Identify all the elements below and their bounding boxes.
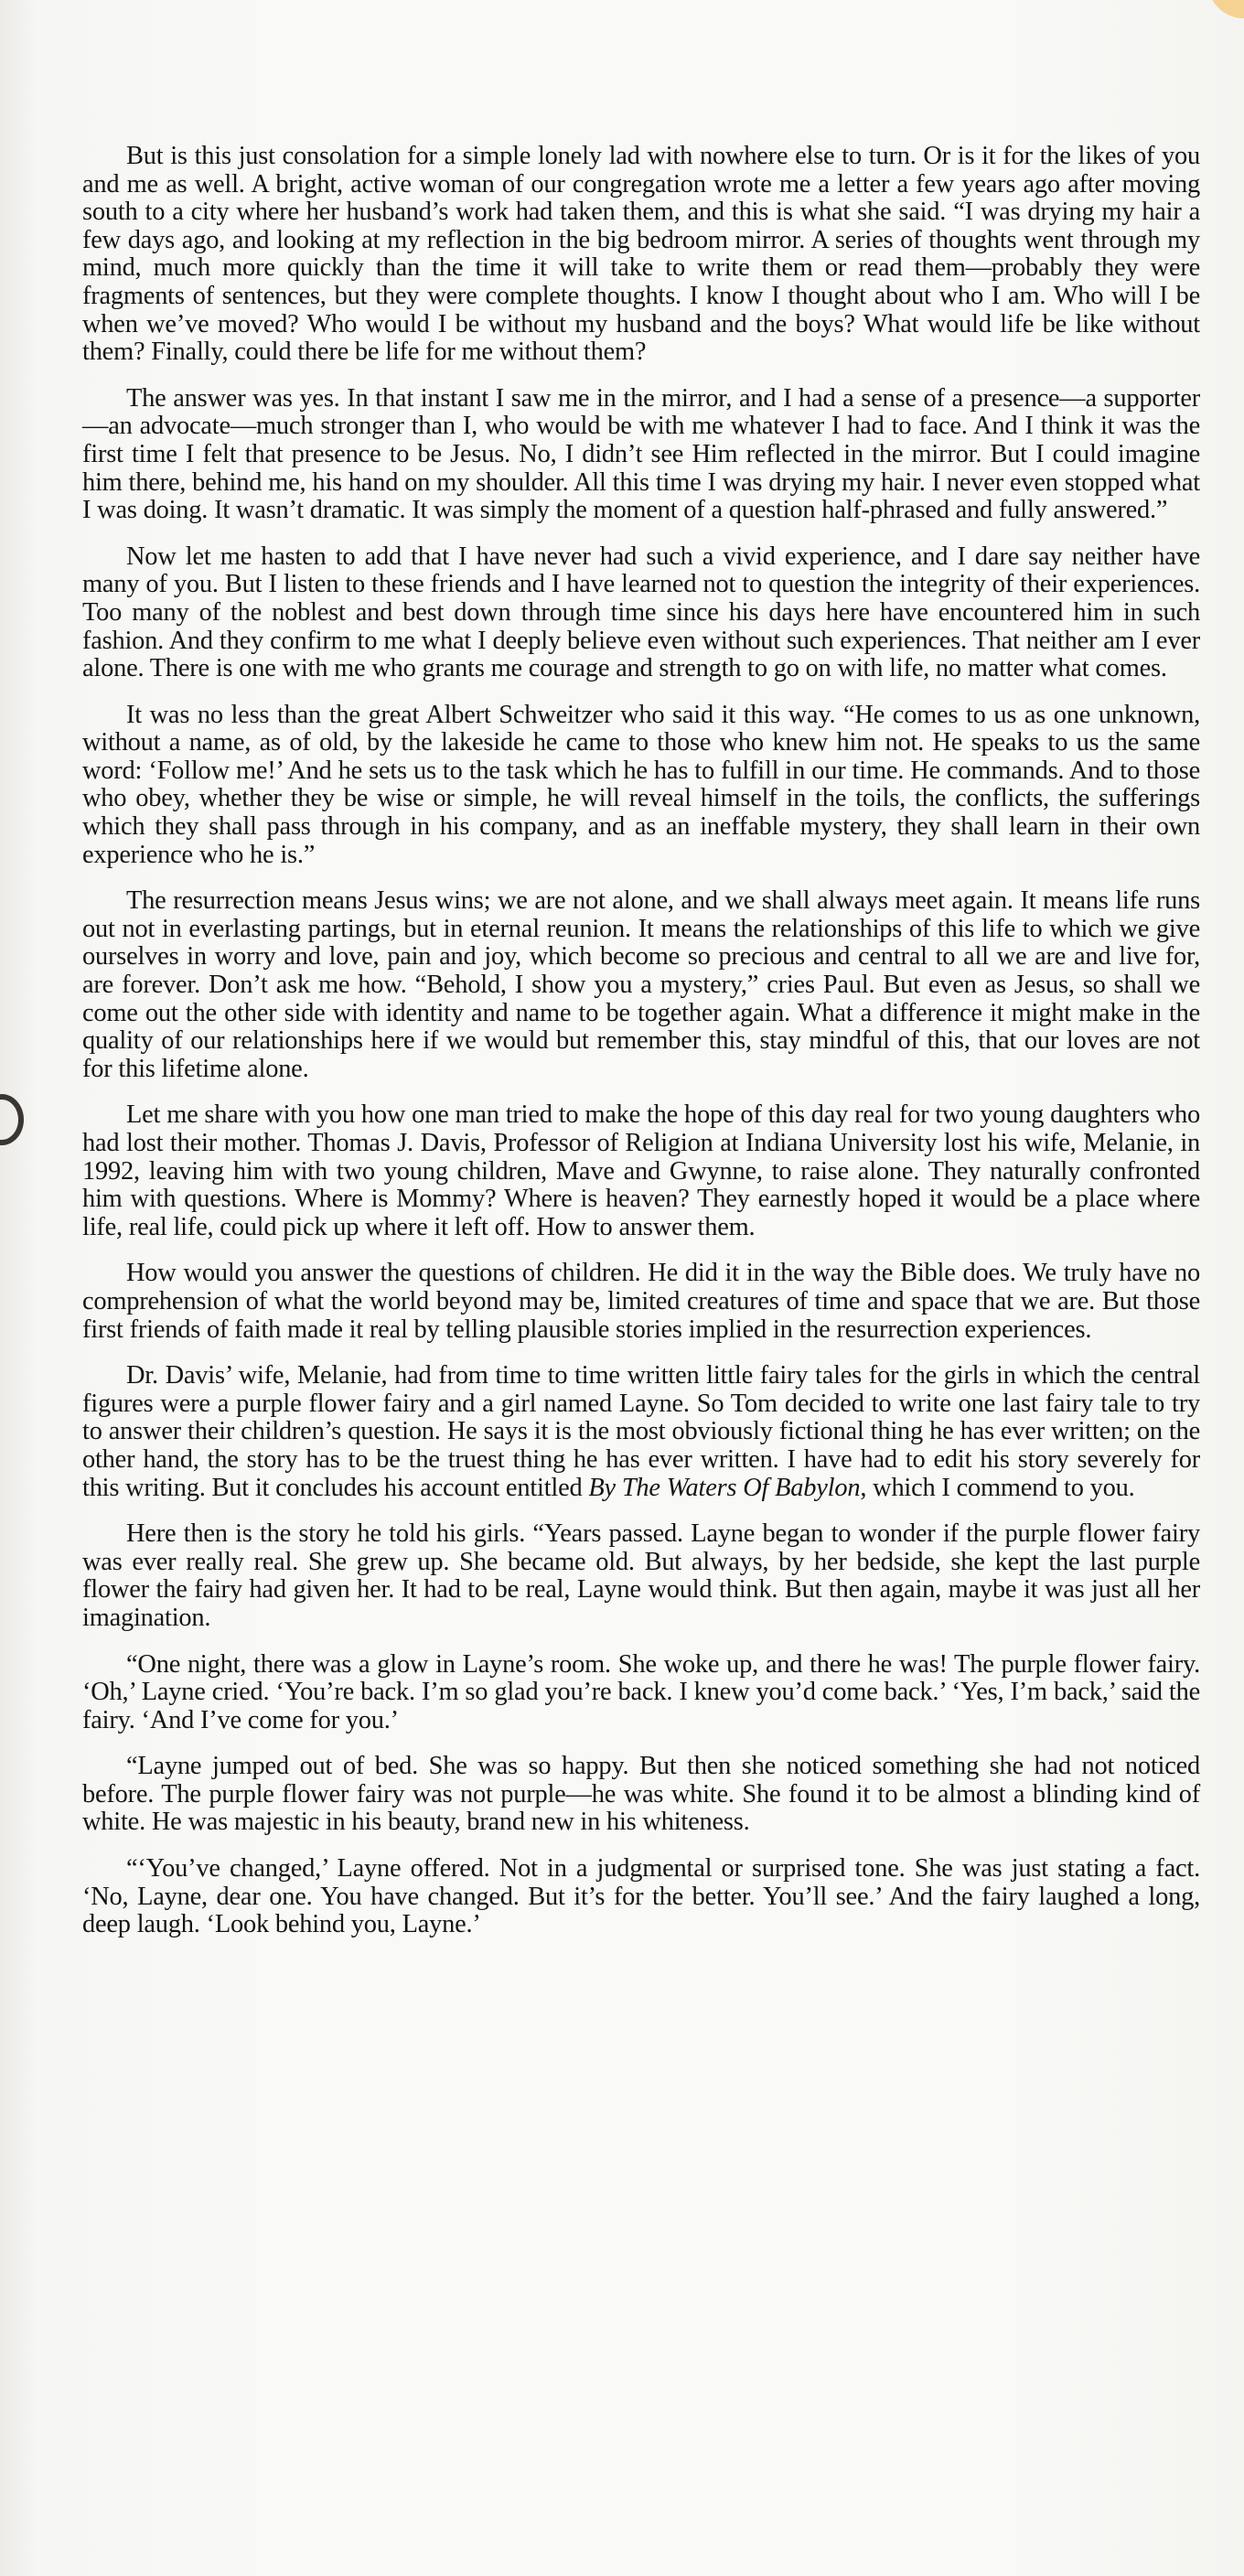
sermon-text xyxy=(82,143,1200,1958)
paragraph-8-text-before: Dr. Davis’ wife, Melanie, had from time to time written little fairy tales for the girls in which the central figures were a purple flower fairy and a girl named Layne. So Tom decided to write one last fairy tale to try to answer their children’s question. He says it is the most obviously fictional thing he has ever written; on the other hand, the story has to be the truest thing he has ever written. I have had to edit his story severely for this writing. But it concludes his account entitled xyxy=(82,1361,1200,1502)
paragraph-8-text-after: , which I commend to you. xyxy=(860,1473,1135,1502)
paragraph-4: It was no less than the great Albert Schweitzer who said it this way. “He comes to us as one unknown, without a name, as of old, by the lakeside he came to those who knew him not. He speaks to us the same word: ‘Follow me!’ And he sets us to the task which he has to fulfill in our time. He commands. And to those who obey, whether they be wise or simple, he will reveal himself in the toils, the conflicts, the sufferings which they shall pass through in his company, and as an ineffable mystery, they shall learn in their own experience who he is.” xyxy=(82,700,1200,869)
paragraph-3: Now let me hasten to add that I have never had such a vivid experience, and I dare say neither have many of you. But I listen to these friends and I have learned not to question the integrity of their experiences. Too many of the noblest and best down through time since his days here have encountered him in such fashion. And they confirm to me what I deeply believe even without such experiences. That neither am I ever alone. There is one with me who grants me courage and strength to go on with life, no matter what comes. xyxy=(82,542,1200,683)
paragraph-12: “‘You’ve changed,’ Layne offered. Not in a judgmental or surprised tone. She was just stating a fact. ‘No, Layne, dear one. You have changed. But it’s for the better. You’ll see.’ And the fairy laughed a long, deep laugh. ‘Look behind you, Layne.’ xyxy=(82,1854,1200,1939)
paragraph-6: Let me share with you how one man tried to make the hope of this day real for two young daughters who had lost their mother. Thomas J. Davis, Professor of Religion at Indiana University lost his wife, Melanie, in 1992, leaving him with two young children, Mave and Gwynne, to raise alone. They naturally confronted him with questions. Where is Mommy? Where is heaven? They earnestly hoped it would be a place where life, real life, could pick up where it left off. How to answer them. xyxy=(82,1100,1200,1241)
paragraph-9: Here then is the story he told his girls. “Years passed. Layne began to wonder if the purple flower fairy was ever really real. She grew up. She became old. But always, by her bedside, she kept the last purple flower the fairy had given her. It had to be real, Layne would think. But then again, maybe it was just all her imagination. xyxy=(82,1519,1200,1632)
paragraph-7: How would you answer the questions of children. He did it in the way the Bible does. We truly have no comprehension of what the world beyond may be, limited creatures of time and space that we are. But those first friends of faith made it real by telling plausible stories implied in the resurrection experiences. xyxy=(82,1259,1200,1344)
paragraph-10: “One night, there was a glow in Layne’s room. She woke up, and there he was! The purple flower fairy. ‘Oh,’ Layne cried. ‘You’re back. I’m so glad you’re back. I knew you’d come back.’ ‘Yes, I’m back,’ said the fairy. ‘And I’ve come for you.’ xyxy=(82,1649,1200,1734)
paragraph-2: The answer was yes. In that instant I saw me in the mirror, and I had a sense of a presence—a supporter—an advocate—much stronger than I, who would be with me whatever I had to face. And I think it was the first time I felt that presence to be Jesus. No, I didn’t see Him reflected in the mirror. But I could imagine him there, behind me, his hand on my shoulder. All this time I was drying my hair. I never even stopped what I was doing. It wasn’t dramatic. It was simply the moment of a question half-phrased and fully answered.” xyxy=(82,383,1200,525)
paragraph-5: The resurrection means Jesus wins; we are not alone, and we shall always meet again. It means life runs out not in everlasting partings, but in eternal reunion. It means the relationships of this life to which we give ourselves in worry and love, pain and joy, which become so precious and central to all we are and live for, are forever. Don’t ask me how. “Behold, I show you a mystery,” cries Paul. But even as Jesus, so shall we come out the other side with identity and name to be together again. What a difference it might make in the quality of our relationships here if we would but remember this, stay mindful of this, that our loves are not for this lifetime alone. xyxy=(82,886,1200,1083)
book-title: By The Waters Of Babylon xyxy=(588,1473,861,1502)
paragraph-8 xyxy=(82,1362,1200,1502)
binder-ring-hole xyxy=(0,1094,24,1145)
paragraph-11: “Layne jumped out of bed. She was so happy. But then she noticed something she had not noticed before. The purple flower fairy was not purple—he was white. She found it to be almost a blinding kind of white. He was majestic in his beauty, brand new in his whiteness. xyxy=(82,1752,1200,1837)
paragraph-1: But is this just consolation for a simple lonely lad with nowhere else to turn. Or is it for the likes of you and me as well. A bright, active woman of our congregation wrote me a letter a few years ago after moving south to a city where her husband’s work had taken them, and this is what she said. “I was drying my hair a few days ago, and looking at my reflection in the big bedroom mirror. A series of thoughts went through my mind, much more quickly than the time it will take to write them or read them—probably they were fragments of sentences, but they were complete thoughts. I know I thought about who I am. Who will I be when we’ve moved? Who would I be without my husband and the boys? What would life be like without them? Finally, could there be life for me without them? xyxy=(82,142,1200,367)
page-corner-tab xyxy=(1207,0,1244,18)
